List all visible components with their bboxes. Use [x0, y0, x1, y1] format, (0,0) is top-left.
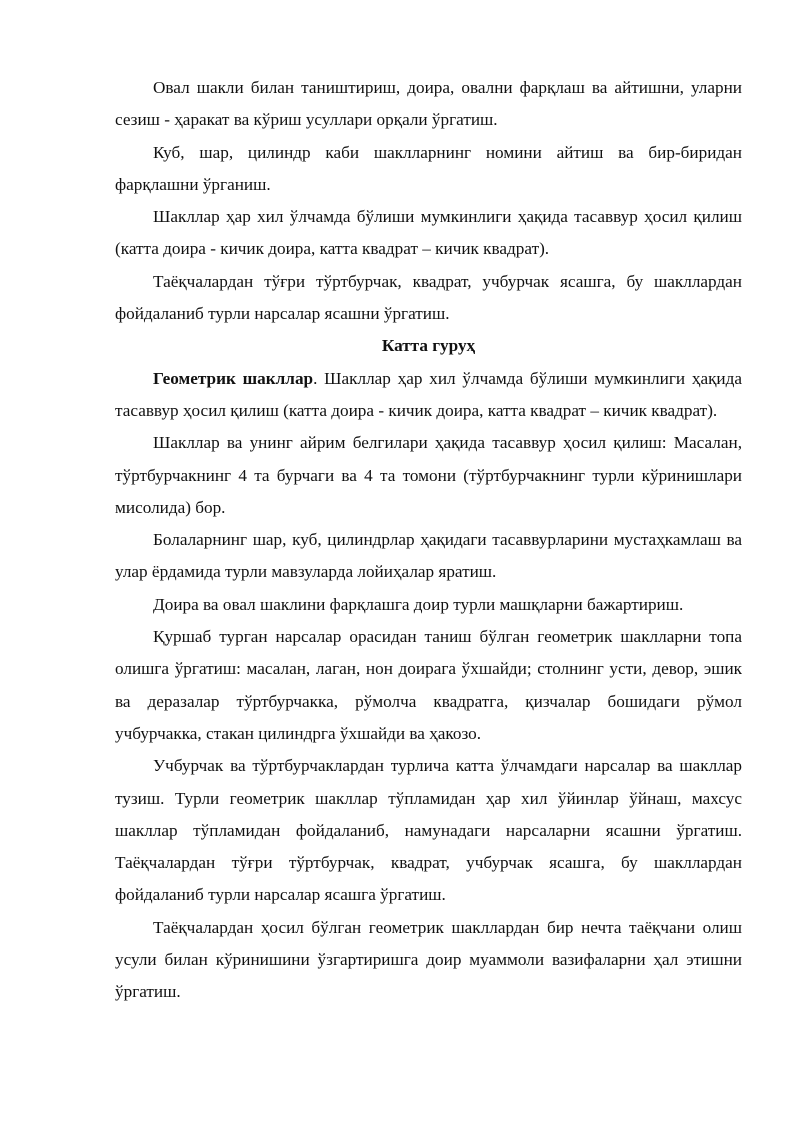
paragraph: Учбурчак ва тўртбурчаклардан турлича катта ўлчамдаги нарсалар ва шакллар тузиш. Турли геометрик шакллар тўпламидан ҳар хил ўйинлар ўйнаш, махсус шакллар тўпламидан фойдаланиб, намунадаги нарсаларни ясашни ўргатиш. Таёқчалардан тўғри тўртбурчак, квадрат, учбурчак ясашга, бу шакллардан фойдаланиб турли нарсалар ясашга ўргатиш.: [115, 756, 742, 905]
paragraph: Таёқчалардан ҳосил бўлган геометрик шакллардан бир нечта таёқчани олиш усули билан кўринишини ўзгартиришга доир муаммоли вазифаларни ҳал этишни ўргатиш.: [115, 917, 742, 1002]
document-body: [115, 72, 742, 1009]
paragraph: Доира ва овал шаклини фарқлашга доир турли машқларни бажартириш.: [153, 594, 684, 614]
paragraph-text: . Шакллар ҳар хил ўлчамда бўлиши мумкинлиги ҳақида тасаввур ҳосил қилиш (катта доира - кичик доира, катта квадрат – кичик квадрат).: [115, 368, 742, 420]
paragraph: Қуршаб турган нарсалар орасидан таниш бўлган геометрик шаклларни топа олишга ўргатиш: масалан, лаган, нон доирага ўхшайди; столнинг усти, девор, эшик ва деразалар тўртбурчакка, рўмолча квадратга, қизчалар бошидаги рўмол учбурчакка, стакан цилиндрга ўхшайди ва ҳакозо.: [115, 627, 742, 743]
paragraph: Овал шакли билан таништириш, доира, овални фарқлаш ва айтишни, уларни сезиш - ҳаракат ва кўриш усуллари орқали ўргатиш.: [115, 78, 742, 130]
section-heading: Катта гуруҳ: [381, 336, 476, 356]
paragraph: Шакллар ҳар хил ўлчамда бўлиши мумкинлиги ҳақида тасаввур ҳосил қилиш (катта доира - кичик доира, катта квадрат – кичик квадрат).: [115, 207, 742, 259]
paragraph: Куб, шар, цилиндр каби шаклларнинг номини айтиш ва бир-биридан фарқлашни ўрганиш.: [115, 142, 742, 194]
paragraph: Таёқчалардан тўғри тўртбурчак, квадрат, учбурчак ясашга, бу шакллардан фойдаланиб турли нарсалар ясашни ўргатиш.: [115, 271, 742, 324]
bold-lead-term: Геометрик шакллар: [153, 368, 314, 388]
paragraph: Болаларнинг шар, куб, цилиндрлар ҳақидаги тасаввурларини мустаҳкамлаш ва улар ёрдамида турли мавзуларда лойиҳалар яратиш.: [115, 530, 742, 582]
paragraph: Шакллар ва унинг айрим белгилари ҳақида тасаввур ҳосил қилиш: Масалан, тўртбурчакнинг 4 та бурчаги ва 4 та томони (тўртбурчакнинг турли кўринишлари мисолида) бор.: [115, 433, 742, 517]
paragraph-with-bold-lead: [115, 363, 742, 428]
